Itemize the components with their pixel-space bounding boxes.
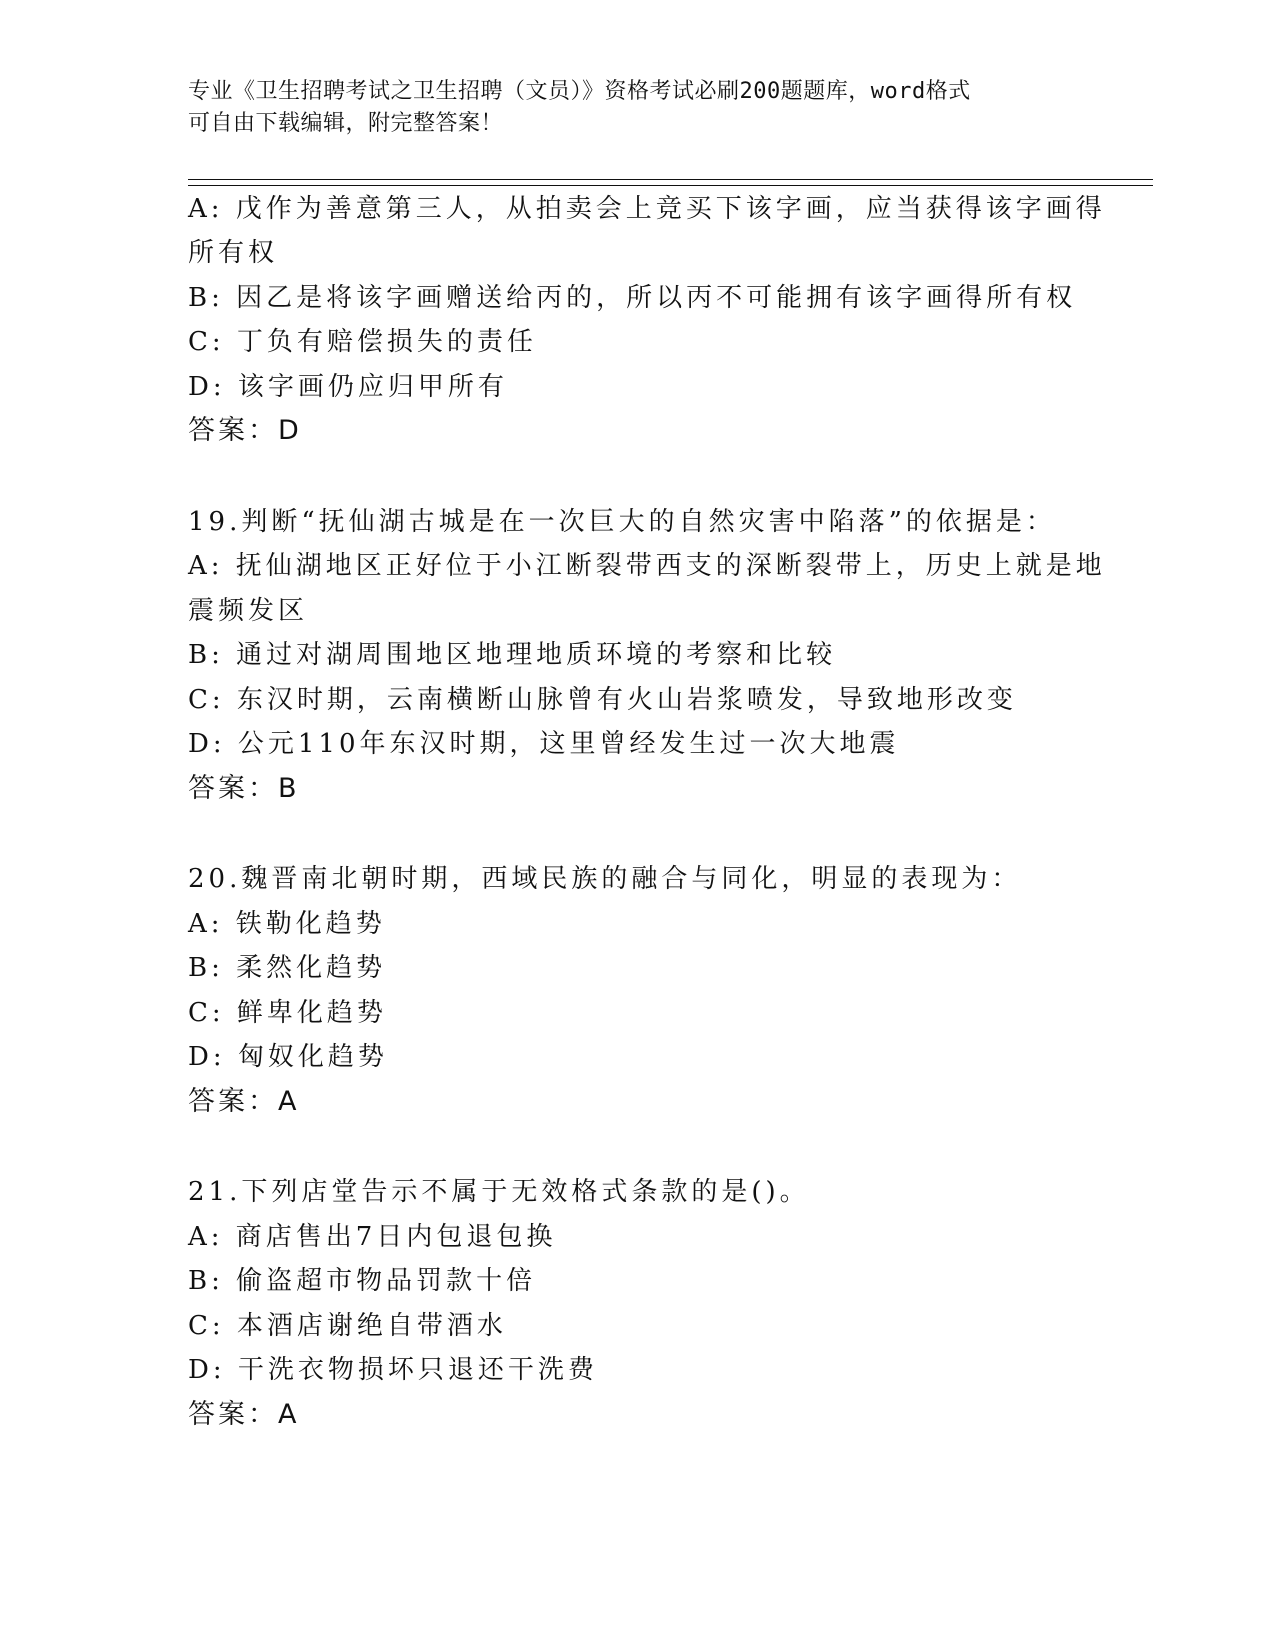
option-d: D: 匈奴化趋势 bbox=[188, 1042, 388, 1072]
header-line-2: 可自由下载编辑，附完整答案！ bbox=[188, 111, 504, 136]
answer: 答案：D bbox=[188, 415, 302, 446]
option-a-line-2: 震频发区 bbox=[188, 596, 309, 626]
question-stem: 19.判断“抚仙湖古城是在一次巨大的自然灾害中陷落”的依据是： bbox=[188, 507, 1056, 537]
option-a: A: 铁勒化趋势 bbox=[188, 909, 386, 939]
question-stem: 20.魏晋南北朝时期，西域民族的融合与同化，明显的表现为： bbox=[188, 864, 1022, 894]
option-c: C: 丁负有赔偿损失的责任 bbox=[188, 327, 537, 357]
option-a-line-1: A: 抚仙湖地区正好位于小江断裂带西支的深断裂带上，历史上就是地 bbox=[188, 551, 1106, 581]
option-c: C: 东汉时期，云南横断山脉曾有火山岩浆喷发，导致地形改变 bbox=[188, 685, 1017, 715]
option-a-line-2: 所有权 bbox=[188, 238, 279, 268]
option-b: B: 柔然化趋势 bbox=[188, 953, 387, 983]
option-d: D: 公元110年东汉时期，这里曾经发生过一次大地震 bbox=[188, 729, 900, 759]
option-a: A: 商店售出7日内包退包换 bbox=[188, 1222, 557, 1252]
header-divider-bottom bbox=[188, 185, 1153, 186]
option-d: D: 干洗衣物损坏只退还干洗费 bbox=[188, 1355, 598, 1385]
option-a-line-1: A: 戊作为善意第三人，从拍卖会上竞买下该字画，应当获得该字画得 bbox=[188, 194, 1106, 224]
option-d: D: 该字画仍应归甲所有 bbox=[188, 372, 508, 402]
option-b: B: 因乙是将该字画赠送给丙的，所以丙不可能拥有该字画得所有权 bbox=[188, 283, 1077, 313]
answer: 答案：A bbox=[188, 1399, 300, 1430]
header-divider-top bbox=[188, 179, 1153, 180]
answer: 答案：A bbox=[188, 1086, 300, 1117]
option-c: C: 本酒店谢绝自带酒水 bbox=[188, 1311, 507, 1341]
question-stem: 21.下列店堂告示不属于无效格式条款的是()。 bbox=[188, 1177, 810, 1207]
option-c: C: 鲜卑化趋势 bbox=[188, 998, 387, 1028]
header-line-1: 专业《卫生招聘考试之卫生招聘（文员）》资格考试必刷200题题库，word格式 bbox=[188, 79, 971, 104]
document-header bbox=[188, 76, 1088, 140]
option-b: B: 通过对湖周围地区地理地质环境的考察和比较 bbox=[188, 640, 837, 670]
answer: 答案：B bbox=[188, 773, 300, 804]
option-b: B: 偷盗超市物品罚款十倍 bbox=[188, 1266, 537, 1296]
